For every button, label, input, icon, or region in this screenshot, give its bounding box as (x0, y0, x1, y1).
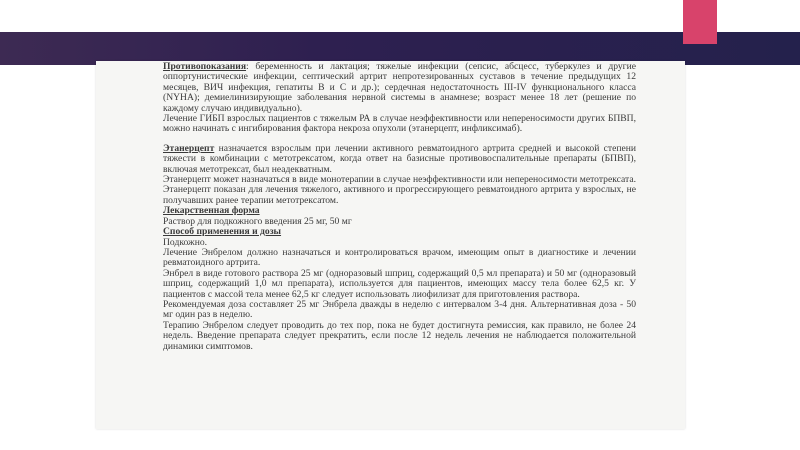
contraindications-label: Противопоказания (163, 61, 247, 72)
administration-route: Подкожно. (163, 236, 208, 248)
recommended-dose: Рекомендуемая доза составляет 25 мг Энбрела дважды в неделю с интервалом 3-4 дня. Альтернативная доза - 50 мг один раз в неделю. (163, 298, 636, 321)
document-scan (96, 61, 685, 429)
etanercept-label: Этанерцепт (163, 142, 215, 154)
administration-forms: Энбрел в виде готового раствора 25 мг (одноразовый шприц, содержащий 0,5 мл препарата) и 50 мг (одноразовый шприц, содержащий 1,0 мл препарата), используется для пациентов, имеющих массу тела более 62,5 кг. У пациентов с массой тела менее 62,5 кг следует использовать лиофилизат для приготовления раствора. (163, 267, 636, 300)
dosage-form-text: Раствор для подкожного введения 25 мг, 50 мг (163, 215, 352, 227)
dosage-form-heading: Лекарственная форма (163, 205, 260, 217)
contraindications-text: : беременность и лактация; тяжелые инфекции (сепсис, абсцесс, туберкулез и другие оппортунистические инфекции, септический артрит непротезированных суставов в течение предыдущих 12 месяцев, ВИЧ инфекция, гепатиты В и С и др.); сердечная недостаточность III-IV функционального класса (NYHA); демиелинизирующие заболевания нервной системы в анамнезе; возраст менее 18 лет (решение по каждому случаю индивидуально). (163, 61, 636, 114)
accent-tab (683, 0, 717, 44)
administration-heading: Способ применения и дозы (163, 226, 282, 238)
gibp-paragraph: Лечение ГИБП взрослых пациентов с тяжелым РА в случае неэффективности или непереносимости других БПВП, можно начинать с ингибирования фактора некроза опухоли (этанерцепт, инфликсимаб). (163, 113, 636, 135)
monotherapy-paragraph: Этанерцепт может назначаться в виде монотерапии в случае неэффективности или непереносимости метотрексата. Этанерцепт показан для лечения тяжелого, активного и прогрессирующего ревматоидного артрита у взрослых, не получавших ранее терапии метотрексатом. (163, 174, 636, 206)
therapy-duration: Терапию Энбрелом следует проводить до тех пор, пока не будет достигнута ремиссия, как правило, не более 24 недель. Введение препарата следует прекратить, если после 12 недель лечения не наблюдается положительной динамики симптомов. (163, 319, 636, 352)
etanercept-text: назначается взрослым при лечении активного ревматоидного артрита средней и высокой степени тяжести в комбинации с метотрексатом, когда ответ на базисные противовоспалительные препараты (БПВП), включая метотрексат, был неадекватным. (163, 142, 636, 175)
document-text (163, 62, 636, 352)
contraindications-paragraph (163, 62, 636, 114)
etanercept-paragraph (163, 144, 636, 175)
administration-supervision: Лечение Энбрелом должно назначаться и контролироваться врачом, имеющим опыт в диагностике и лечении ревматоидного артрита. (163, 246, 636, 269)
